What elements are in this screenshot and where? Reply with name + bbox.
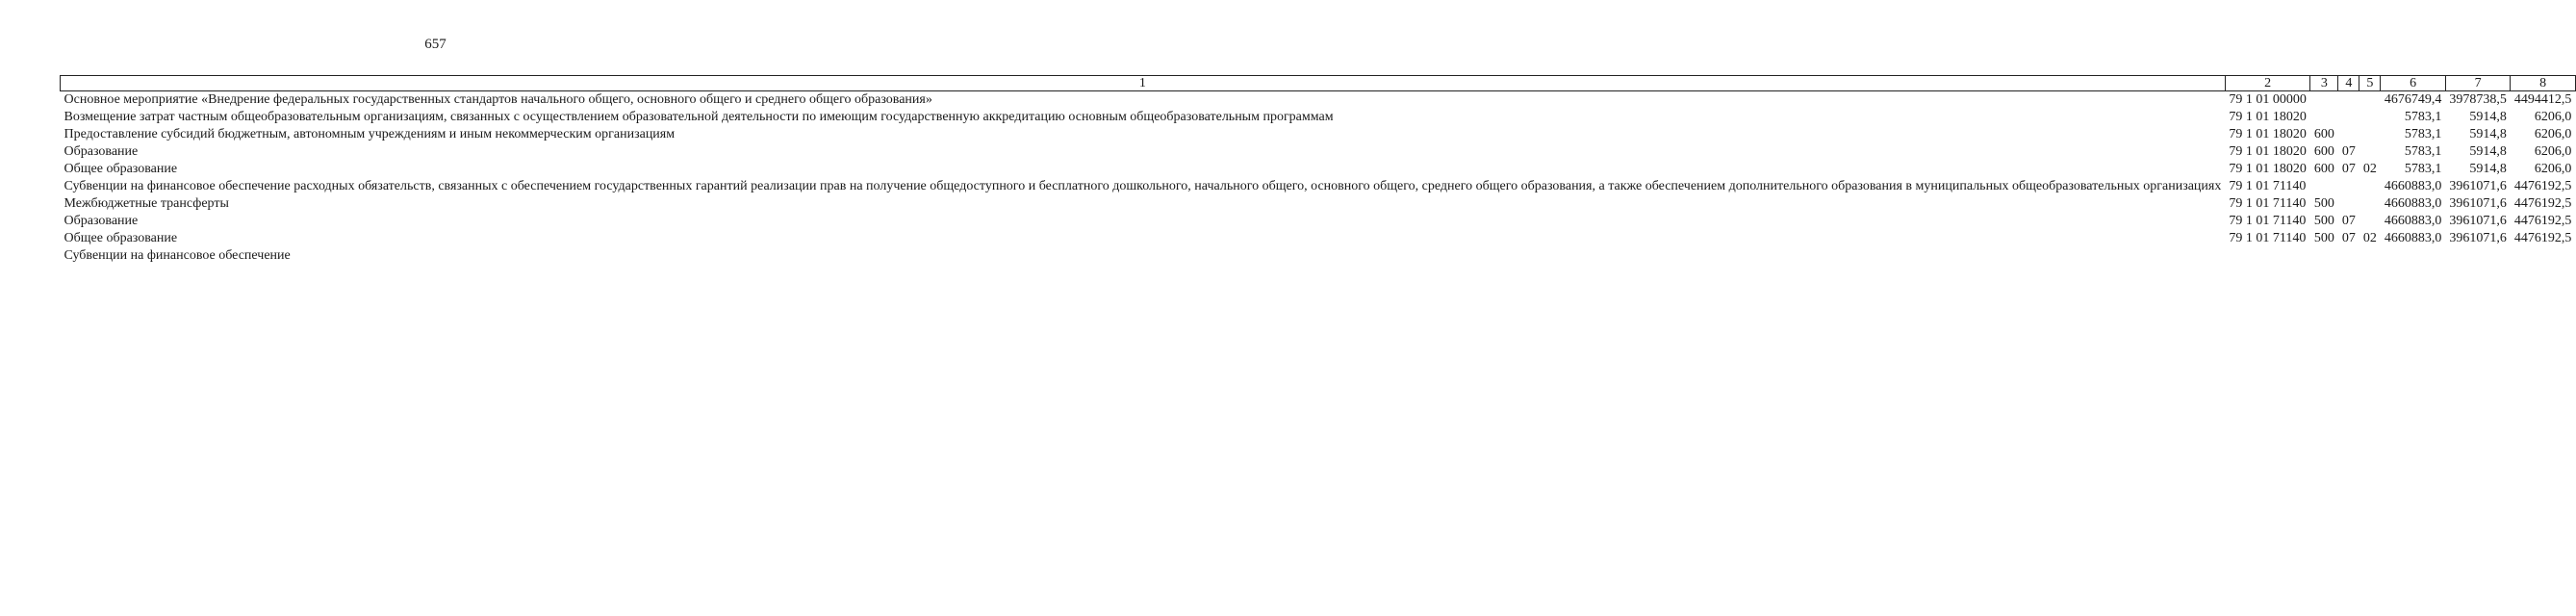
row-c4-cell: 07 xyxy=(2341,144,2356,159)
row-c3-cell xyxy=(2310,109,2338,126)
budget-table xyxy=(60,75,2576,265)
header-cell: 1 xyxy=(61,76,2226,91)
row-value-8-cell: 4476192,5 xyxy=(2513,231,2572,245)
row-c3-cell xyxy=(2310,91,2338,110)
row-name-cell: Межбюджетные трансферты xyxy=(64,196,229,211)
row-c3-cell xyxy=(2310,178,2338,195)
row-c5-cell xyxy=(2359,91,2381,110)
table-row xyxy=(61,109,2576,126)
row-c5-cell xyxy=(2359,213,2381,230)
row-value-8-cell: 4476192,5 xyxy=(2513,179,2572,193)
row-code-cell: 79 1 01 18020 xyxy=(2229,127,2307,141)
header-cell: 7 xyxy=(2445,76,2511,91)
row-c3-cell xyxy=(2310,247,2338,265)
row-name-cell: Субвенции на финансовое обеспечение xyxy=(64,248,291,263)
row-name-cell: Основное мероприятие «Внедрение федеральных государственных стандартов начального общего, основного общего и среднего общего образования» xyxy=(64,92,932,107)
table-row xyxy=(61,161,2576,178)
page-number: 657 xyxy=(424,37,446,52)
row-c3-cell: 600 xyxy=(2313,144,2334,159)
row-value-7-cell: 5914,8 xyxy=(2469,127,2507,141)
header-cell: 8 xyxy=(2511,76,2576,91)
row-c4-cell xyxy=(2338,126,2359,143)
row-c4-cell xyxy=(2338,91,2359,110)
row-value-8-cell: 6206,0 xyxy=(2534,127,2572,141)
table-row xyxy=(61,91,2576,110)
row-value-6-cell: 5783,1 xyxy=(2404,144,2442,159)
header-cell: 3 xyxy=(2310,76,2338,91)
row-value-8-cell: 4476192,5 xyxy=(2513,214,2572,228)
row-value-7-cell: 3961071,6 xyxy=(2449,196,2507,211)
header-cell: 4 xyxy=(2338,76,2359,91)
row-value-8-cell xyxy=(2511,247,2576,265)
row-value-8-cell: 6206,0 xyxy=(2534,144,2572,159)
row-name-cell: Образование xyxy=(64,214,139,228)
table-row xyxy=(61,247,2576,265)
row-code-cell: 79 1 01 71140 xyxy=(2229,196,2307,211)
row-c4-cell: 07 xyxy=(2341,214,2356,228)
row-value-7-cell: 5914,8 xyxy=(2469,110,2507,124)
row-value-6-cell xyxy=(2381,247,2446,265)
row-code-cell: 79 1 01 18020 xyxy=(2229,110,2307,124)
row-c3-cell: 600 xyxy=(2313,127,2334,141)
row-code-cell: 79 1 01 71140 xyxy=(2229,214,2307,228)
row-c4-cell: 07 xyxy=(2341,231,2356,245)
row-value-7-cell: 5914,8 xyxy=(2469,162,2507,176)
row-name-cell: Субвенции на финансовое обеспечение расходных обязательств, связанных с обеспечением государственных гарантий реализации прав на получение общедоступного и бесплатного дошкольного, начального общего, основного общего, среднего общего образования, а также обеспечением дополнительного образования в муниципальных общеобразовательных организациях xyxy=(64,179,2222,193)
table-row xyxy=(61,195,2576,213)
row-c5-cell xyxy=(2359,247,2381,265)
row-value-6-cell: 4660883,0 xyxy=(2384,214,2442,228)
row-code-cell: 79 1 01 00000 xyxy=(2229,92,2307,107)
row-code-cell: 79 1 01 18020 xyxy=(2229,144,2307,159)
row-name-cell: Возмещение затрат частным общеобразовательным организациям, связанных с осуществлением образовательной деятельности по имеющим государственную аккредитацию основным общеобразовательным программам xyxy=(64,110,1334,124)
row-value-6-cell: 4676749,4 xyxy=(2384,92,2442,107)
row-c4-cell xyxy=(2338,247,2359,265)
row-value-6-cell: 5783,1 xyxy=(2404,110,2442,124)
row-c3-cell: 500 xyxy=(2313,231,2334,245)
row-name-cell: Общее образование xyxy=(64,231,178,245)
row-value-7-cell: 5914,8 xyxy=(2469,144,2507,159)
row-value-8-cell: 4494412,5 xyxy=(2513,92,2572,107)
row-value-7-cell xyxy=(2445,247,2511,265)
row-c3-cell: 500 xyxy=(2313,196,2334,211)
row-value-6-cell: 5783,1 xyxy=(2404,127,2442,141)
row-value-8-cell: 6206,0 xyxy=(2534,110,2572,124)
row-value-8-cell: 4476192,5 xyxy=(2513,196,2572,211)
row-name-cell: Образование xyxy=(64,144,139,159)
row-c4-cell: 07 xyxy=(2341,162,2356,176)
row-value-7-cell: 3961071,6 xyxy=(2449,231,2507,245)
row-value-7-cell: 3961071,6 xyxy=(2449,214,2507,228)
table-header-row xyxy=(61,76,2576,91)
row-c5-cell xyxy=(2359,178,2381,195)
row-value-6-cell: 5783,1 xyxy=(2404,162,2442,176)
row-c5-cell: 02 xyxy=(2362,231,2377,245)
row-value-7-cell: 3961071,6 xyxy=(2449,179,2507,193)
row-c5-cell: 02 xyxy=(2362,162,2377,176)
row-code-cell: 79 1 01 71140 xyxy=(2229,179,2307,193)
row-value-6-cell: 4660883,0 xyxy=(2384,179,2442,193)
row-c4-cell xyxy=(2338,195,2359,213)
header-cell: 5 xyxy=(2359,76,2381,91)
header-cell: 2 xyxy=(2225,76,2310,91)
row-c5-cell xyxy=(2359,109,2381,126)
row-c4-cell xyxy=(2338,178,2359,195)
row-value-8-cell: 6206,0 xyxy=(2534,162,2572,176)
row-name-cell: Общее образование xyxy=(64,162,178,176)
row-code-cell: 79 1 01 18020 xyxy=(2229,162,2307,176)
row-value-7-cell: 3978738,5 xyxy=(2449,92,2507,107)
row-code-cell: 79 1 01 71140 xyxy=(2229,231,2307,245)
row-code-cell xyxy=(2225,247,2310,265)
header-cell: 6 xyxy=(2381,76,2446,91)
row-c5-cell xyxy=(2359,126,2381,143)
row-c3-cell: 600 xyxy=(2313,162,2334,176)
row-c5-cell xyxy=(2359,195,2381,213)
row-c4-cell xyxy=(2338,109,2359,126)
table-row xyxy=(61,213,2576,230)
row-value-6-cell: 4660883,0 xyxy=(2384,231,2442,245)
row-name-cell: Предоставление субсидий бюджетным, автономным учреждениям и иным некоммерческим организациям xyxy=(64,127,676,141)
table-row xyxy=(61,126,2576,143)
row-c3-cell: 500 xyxy=(2313,214,2334,228)
table-row xyxy=(61,178,2576,195)
row-c5-cell xyxy=(2359,143,2381,161)
table-row xyxy=(61,143,2576,161)
table-row xyxy=(61,230,2576,247)
row-value-6-cell: 4660883,0 xyxy=(2384,196,2442,211)
